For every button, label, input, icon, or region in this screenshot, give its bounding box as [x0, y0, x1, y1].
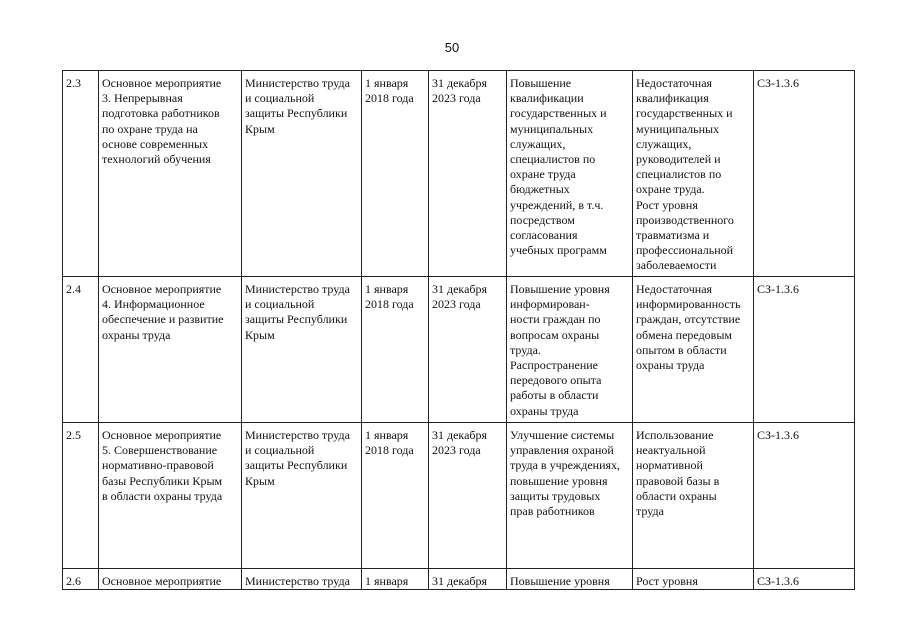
cell-measure: Основное мероприятие 4. Информационное обеспечение и развитие охраны труда	[99, 277, 242, 423]
cell-measure: Основное мероприятие 5. Совершенствование нормативно-правовой базы Республики Крым в области охраны труда	[99, 423, 242, 569]
cell-expected-result: Повышение уровня	[507, 569, 633, 590]
cell-expected-result: Улучшение системы управления охраной труда в учреждениях, повышение уровня защиты трудовых прав работников	[507, 423, 633, 569]
cell-code: СЗ-1.3.6	[754, 277, 855, 423]
page-number: 50	[444, 40, 460, 55]
cell-end-date: 31 декабря 2023 года	[429, 71, 507, 277]
table-row	[63, 569, 855, 590]
cell-executor: Министерство труда и социальной защиты Республики Крым	[242, 71, 362, 277]
cell-consequence: Недостаточная информированность граждан, отсутствие обмена передовым опытом в области охраны труда	[633, 277, 754, 423]
cell-expected-result: Повышение квалификации государственных и муниципальных служащих, специалистов по охране труда бюджетных учреждений, в т.ч. посредством согласования учебных программ	[507, 71, 633, 277]
cell-executor: Министерство труда и социальной защиты Республики Крым	[242, 277, 362, 423]
measures-table	[62, 70, 855, 590]
table-row	[63, 277, 855, 423]
cell-start-date: 1 января	[362, 569, 429, 590]
cell-expected-result: Повышение уровня информирован- ности граждан по вопросам охраны труда. Распространение передового опыта работы в области охраны труда	[507, 277, 633, 423]
cell-measure: Основное мероприятие	[99, 569, 242, 590]
cell-end-date: 31 декабря	[429, 569, 507, 590]
cell-consequence: Недостаточная квалификация государственных и муниципальных служащих, руководителей и специалистов по охране труда. Рост уровня производственного травматизма и профессиональной заболеваемости	[633, 71, 754, 277]
cell-start-date: 1 января 2018 года	[362, 277, 429, 423]
cell-end-date: 31 декабря 2023 года	[429, 277, 507, 423]
cell-consequence: Использование неактуальной нормативной правовой базы в области охраны труда	[633, 423, 754, 569]
cell-measure: Основное мероприятие 3. Непрерывная подготовка работников по охране труда на основе современных технологий обучения	[99, 71, 242, 277]
cell-code: СЗ-1.3.6	[754, 569, 855, 590]
cell-executor: Министерство труда	[242, 569, 362, 590]
cell-executor: Министерство труда и социальной защиты Республики Крым	[242, 423, 362, 569]
cell-number: 2.5	[63, 423, 99, 569]
cell-code: СЗ-1.3.6	[754, 71, 855, 277]
cell-number: 2.3	[63, 71, 99, 277]
cell-number: 2.6	[63, 569, 99, 590]
table-row	[63, 71, 855, 277]
cell-start-date: 1 января 2018 года	[362, 423, 429, 569]
cell-code: СЗ-1.3.6	[754, 423, 855, 569]
cell-number: 2.4	[63, 277, 99, 423]
table-row	[63, 423, 855, 569]
cell-end-date: 31 декабря 2023 года	[429, 423, 507, 569]
cell-start-date: 1 января 2018 года	[362, 71, 429, 277]
cell-consequence: Рост уровня	[633, 569, 754, 590]
